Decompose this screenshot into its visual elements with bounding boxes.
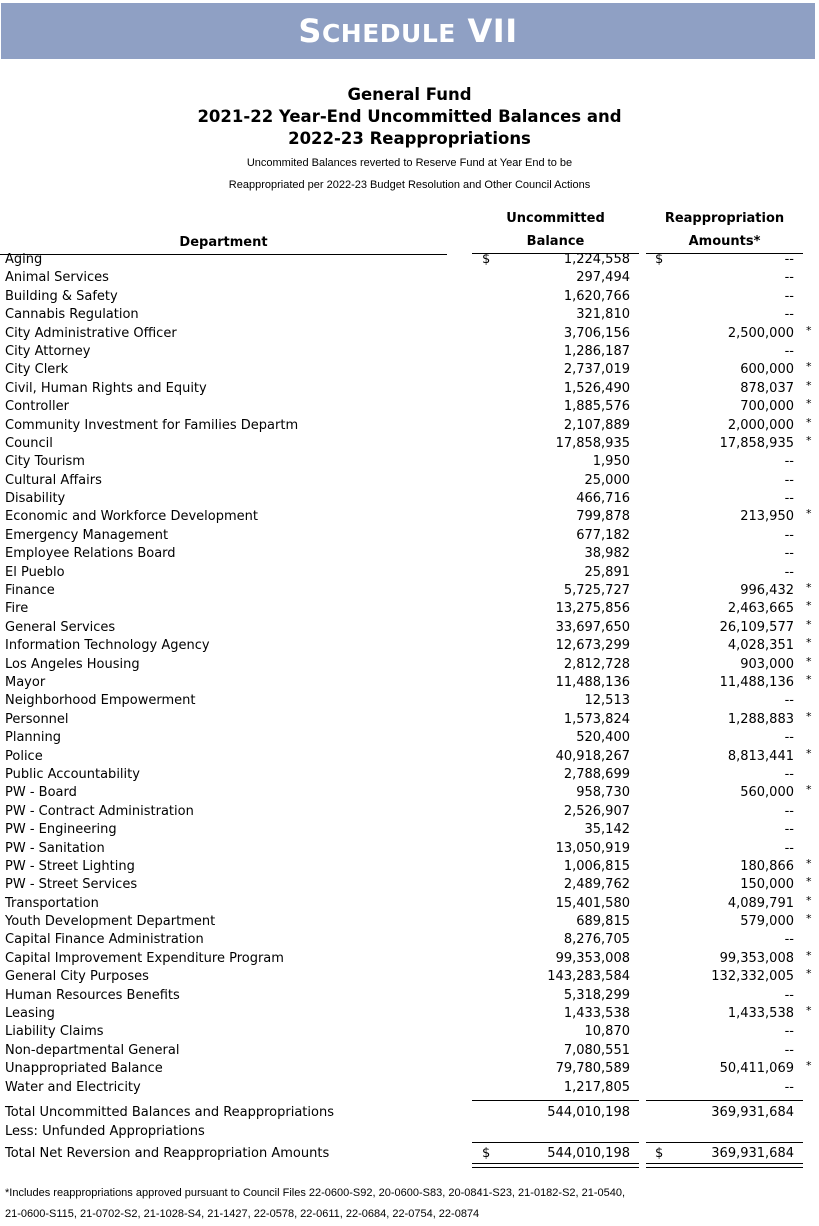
- reapp-header-line2: Amounts*: [688, 234, 761, 249]
- department-name: General City Purposes: [5, 969, 149, 985]
- uncommitted-balance: 1,433,538: [563, 1006, 630, 1022]
- table-row: [0, 858, 819, 876]
- reappropriation-amount: 700,000: [740, 399, 794, 415]
- table-row: [0, 508, 819, 526]
- department-name: Capital Improvement Expenditure Program: [5, 950, 284, 966]
- uncommitted-balance: 1,620,766: [563, 288, 630, 304]
- reappropriation-amount: --: [784, 987, 794, 1003]
- double-rule-reapp: [646, 1163, 803, 1168]
- reappropriation-amount: 579,000: [740, 914, 794, 930]
- table-row: [0, 325, 819, 343]
- department-name: Leasing: [5, 1006, 55, 1022]
- table-row: [0, 950, 819, 968]
- department-name: Unappropriated Balance: [5, 1061, 163, 1077]
- net-reapp-currency: $: [655, 1146, 664, 1161]
- table-row: [0, 564, 819, 582]
- table-row: [0, 582, 819, 600]
- department-name: General Services: [5, 619, 116, 635]
- uncommitted-balance: 1,950: [592, 454, 630, 470]
- uncommitted-balance: 99,353,008: [555, 950, 630, 966]
- department-name: Capital Finance Administration: [5, 932, 204, 948]
- reappropriation-amount: --: [784, 840, 794, 856]
- uncommitted-balance: 11,488,136: [555, 674, 630, 690]
- table-row: [0, 343, 819, 361]
- uncommitted-balance: 5,318,299: [563, 987, 630, 1003]
- reappropriation-amount: --: [784, 270, 794, 286]
- reappropriation-amount: 17,858,935: [719, 435, 794, 451]
- department-name: City Attorney: [5, 343, 91, 359]
- table-row: [0, 306, 819, 324]
- uncommitted-balance: 2,489,762: [563, 877, 630, 893]
- reappropriation-amount: 150,000: [740, 877, 794, 893]
- uncommitted-balance: 466,716: [576, 491, 630, 507]
- reappropriation-amount: 996,432: [740, 583, 794, 599]
- reappropriation-amount: --: [784, 307, 794, 323]
- uncommitted-balance: 689,815: [576, 914, 630, 930]
- reappropriation-amount: 1,433,538: [727, 1006, 794, 1022]
- footnote-marker: *: [806, 672, 812, 686]
- uncommitted-balance: 25,000: [584, 472, 630, 488]
- footnote: [5, 1183, 625, 1225]
- department-name: Council: [5, 435, 53, 451]
- uncommitted-balance: 2,526,907: [563, 803, 630, 819]
- department-name: Fire: [5, 601, 29, 617]
- net-total-balance: 544,010,198: [547, 1146, 630, 1161]
- department-name: Building & Safety: [5, 288, 118, 304]
- balance-currency: $: [482, 252, 491, 267]
- department-name: Personnel: [5, 711, 69, 727]
- reappropriation-amount: --: [784, 252, 794, 267]
- department-name: El Pueblo: [5, 564, 65, 580]
- table-row: [0, 619, 819, 637]
- footnote-marker: *: [806, 709, 812, 723]
- department-name: Disability: [5, 491, 66, 507]
- table-row: [0, 803, 819, 821]
- uncommitted-balance: 677,182: [576, 527, 630, 543]
- reappropriation-amount: 26,109,577: [719, 619, 794, 635]
- uncommitted-balance: 520,400: [576, 730, 630, 746]
- subtotal-rule-balance: [472, 1100, 639, 1101]
- reappropriation-amount: 213,950: [740, 509, 794, 525]
- net-balance-currency: $: [482, 1146, 491, 1161]
- table-row: [0, 398, 819, 416]
- table-row: [0, 968, 819, 986]
- net-rule-reapp: [646, 1142, 803, 1143]
- report-title-line2: 2022-23 Reappropriations: [288, 129, 531, 148]
- reappropriation-amount: 11,488,136: [719, 674, 794, 690]
- reapp-currency: $: [655, 252, 664, 267]
- uncommitted-balance: 2,737,019: [563, 362, 630, 378]
- footnote-marker: *: [806, 636, 812, 650]
- department-name: Civil, Human Rights and Equity: [5, 380, 207, 396]
- uncommitted-balance: 12,673,299: [555, 638, 630, 654]
- less-row: [0, 1123, 819, 1141]
- footnote-marker: *: [806, 783, 812, 797]
- uncommitted-balance: 1,286,187: [563, 343, 630, 359]
- table-row: [0, 656, 819, 674]
- table-row: [0, 876, 819, 894]
- table-row: [0, 490, 819, 508]
- department-name: Human Resources Benefits: [5, 987, 180, 1003]
- department-name: Mayor: [5, 674, 46, 690]
- net-total-reappropriation: 369,931,684: [711, 1146, 794, 1161]
- footnote-marker: *: [806, 893, 812, 907]
- department-name: PW - Street Lighting: [5, 858, 135, 874]
- uncommitted-balance: 143,283,584: [547, 969, 630, 985]
- footnote-marker: *: [806, 1004, 812, 1018]
- table-row: [0, 913, 819, 931]
- department-name: Controller: [5, 399, 69, 415]
- uncommitted-balance: 17,858,935: [555, 435, 630, 451]
- footnote-marker: *: [806, 1059, 812, 1073]
- uncommitted-balance: 13,275,856: [555, 601, 630, 617]
- reappropriation-amount: --: [784, 803, 794, 819]
- footnote-marker: *: [806, 415, 812, 429]
- table-row: [0, 637, 819, 655]
- department-name: Emergency Management: [5, 527, 169, 543]
- footnote-marker: *: [806, 360, 812, 374]
- table-row: [0, 748, 819, 766]
- footnote-marker: *: [806, 378, 812, 392]
- uncommitted-balance: 297,494: [576, 270, 630, 286]
- footnote-marker: *: [806, 323, 812, 337]
- footnote-marker: *: [806, 746, 812, 760]
- uncommitted-balance: 2,812,728: [563, 656, 630, 672]
- table-row: [0, 1042, 819, 1060]
- uncommitted-balance: 7,080,551: [563, 1042, 630, 1058]
- uncommitted-balance: 79,780,589: [555, 1061, 630, 1077]
- footnote-line2: 21-0600-S115, 21-0702-S2, 21-1028-S4, 21-1427, 22-0578, 22-0611, 22-0684, 22-0754, 22-0874: [5, 1208, 480, 1220]
- footnote-marker: *: [806, 599, 812, 613]
- reappropriation-amount: --: [784, 564, 794, 580]
- balance-header-line2: Balance: [526, 234, 585, 249]
- uncommitted-balance: 1,217,805: [563, 1079, 630, 1095]
- table-row: [0, 453, 819, 471]
- reappropriation-amount: 2,463,665: [727, 601, 794, 617]
- department-name: Transportation: [5, 895, 99, 911]
- reappropriation-amount: --: [784, 1024, 794, 1040]
- uncommitted-balance: 2,107,889: [563, 417, 630, 433]
- footnote-marker: *: [806, 654, 812, 668]
- table-row: [0, 895, 819, 913]
- department-name: Information Technology Agency: [5, 638, 210, 654]
- reappropriation-amount: 560,000: [740, 785, 794, 801]
- uncommitted-balance: 3,706,156: [563, 325, 630, 341]
- department-name: Cultural Affairs: [5, 472, 102, 488]
- reappropriation-amount: 4,028,351: [727, 638, 794, 654]
- uncommitted-balance: 321,810: [576, 307, 630, 323]
- table-row: [0, 527, 819, 545]
- reappropriation-amount: 50,411,069: [719, 1061, 794, 1077]
- department-name: Planning: [5, 730, 61, 746]
- footnote-marker: *: [806, 397, 812, 411]
- uncommitted-balance: 10,870: [584, 1024, 630, 1040]
- table-row: [0, 1079, 819, 1097]
- table-row: [0, 692, 819, 710]
- table-row: [0, 472, 819, 490]
- uncommitted-balance: 1,006,815: [563, 858, 630, 874]
- uncommitted-balance: 25,891: [584, 564, 630, 580]
- uncommitted-balance: 1,224,558: [563, 252, 630, 267]
- department-name: Liability Claims: [5, 1024, 104, 1040]
- table-row: [0, 1005, 819, 1023]
- table-row: [0, 288, 819, 306]
- table-row: [0, 361, 819, 379]
- uncommitted-balance: 1,526,490: [563, 380, 630, 396]
- document-titles: [0, 84, 819, 196]
- reappropriation-amount: 99,353,008: [719, 950, 794, 966]
- uncommitted-balance: 1,573,824: [563, 711, 630, 727]
- reappropriation-amount: 600,000: [740, 362, 794, 378]
- subtotal-rule-reapp: [646, 1100, 803, 1101]
- footnote-marker: *: [806, 967, 812, 981]
- uncommitted-balance: 40,918,267: [555, 748, 630, 764]
- less-label: Less: Unfunded Appropriations: [5, 1124, 205, 1139]
- total-balance: 544,010,198: [547, 1105, 630, 1120]
- department-name: Los Angeles Housing: [5, 656, 140, 672]
- department-name: Police: [5, 748, 43, 764]
- total-row: [0, 1104, 819, 1122]
- uncommitted-balance: 33,697,650: [555, 619, 630, 635]
- reappropriation-amount: 8,813,441: [727, 748, 794, 764]
- reappropriation-amount: 903,000: [740, 656, 794, 672]
- table-row: [0, 1023, 819, 1041]
- table-row: [0, 784, 819, 802]
- department-name: Water and Electricity: [5, 1079, 141, 1095]
- table-row: [0, 600, 819, 618]
- reappropriation-amount: --: [784, 766, 794, 782]
- footnote-marker: *: [806, 581, 812, 595]
- table-row: [0, 729, 819, 747]
- table-row: [0, 435, 819, 453]
- reappropriation-amount: --: [784, 288, 794, 304]
- schedule-banner: [1, 3, 815, 59]
- column-header-reappropriation: [646, 207, 803, 254]
- table-row: [0, 1060, 819, 1078]
- footnote-marker: *: [806, 617, 812, 631]
- department-name: Neighborhood Empowerment: [5, 693, 196, 709]
- double-rule-balance: [472, 1163, 639, 1168]
- department-name: PW - Board: [5, 785, 77, 801]
- uncommitted-balance: 15,401,580: [555, 895, 630, 911]
- department-name: PW - Contract Administration: [5, 803, 194, 819]
- uncommitted-balance: 958,730: [576, 785, 630, 801]
- uncommitted-balance: 799,878: [576, 509, 630, 525]
- reappropriation-amount: --: [784, 1042, 794, 1058]
- table-row: [0, 931, 819, 949]
- footnote-marker: *: [806, 948, 812, 962]
- reappropriation-amount: 180,866: [740, 858, 794, 874]
- table-row: [0, 987, 819, 1005]
- table-row: [0, 251, 819, 269]
- net-total-label: Total Net Reversion and Reappropriation Amounts: [5, 1146, 330, 1161]
- title-number: VII: [467, 12, 518, 50]
- uncommitted-balance: 1,885,576: [563, 399, 630, 415]
- department-name: Public Accountability: [5, 766, 140, 782]
- title-first-letter: S: [298, 12, 322, 50]
- department-name: Finance: [5, 583, 55, 599]
- reappropriation-amount: --: [784, 730, 794, 746]
- department-name: PW - Sanitation: [5, 840, 105, 856]
- fund-title: General Fund: [347, 85, 472, 104]
- column-header-department: Department: [0, 231, 447, 255]
- reappropriation-amount: --: [784, 822, 794, 838]
- table-row: [0, 545, 819, 563]
- table-row: [0, 711, 819, 729]
- uncommitted-balance: 2,788,699: [563, 766, 630, 782]
- department-name: Cannabis Regulation: [5, 307, 139, 323]
- reappropriation-amount: --: [784, 527, 794, 543]
- balance-header-line1: Uncommitted: [506, 211, 605, 226]
- subtitle-line1: Uncommited Balances reverted to Reserve Fund at Year End to be: [246, 157, 573, 169]
- report-title-line1: 2021-22 Year-End Uncommitted Balances and: [197, 107, 622, 126]
- table-row: [0, 840, 819, 858]
- footnote-marker: *: [806, 433, 812, 447]
- reappropriation-amount: --: [784, 343, 794, 359]
- footnote-marker: *: [806, 856, 812, 870]
- department-table-body: [0, 251, 819, 1097]
- footnote-marker: *: [806, 507, 812, 521]
- department-name: City Clerk: [5, 362, 69, 378]
- department-name: PW - Street Services: [5, 877, 138, 893]
- table-row: [0, 417, 819, 435]
- footnote-marker: *: [806, 875, 812, 889]
- department-name: PW - Engineering: [5, 822, 117, 838]
- reappropriation-amount: 2,000,000: [727, 417, 794, 433]
- table-row: [0, 269, 819, 287]
- department-name: Economic and Workforce Development: [5, 509, 258, 525]
- reappropriation-amount: 1,288,883: [727, 711, 794, 727]
- reappropriation-amount: 4,089,791: [727, 895, 794, 911]
- reapp-header-line1: Reappropriation: [664, 211, 785, 226]
- department-name: Employee Relations Board: [5, 546, 176, 562]
- reappropriation-amount: 2,500,000: [727, 325, 794, 341]
- table-row: [0, 821, 819, 839]
- uncommitted-balance: 38,982: [584, 546, 630, 562]
- net-rule-balance: [472, 1142, 639, 1143]
- reappropriation-amount: 132,332,005: [711, 969, 794, 985]
- reappropriation-amount: --: [784, 454, 794, 470]
- reappropriation-amount: --: [784, 472, 794, 488]
- table-row: [0, 674, 819, 692]
- title-rest: CHEDULE: [321, 19, 456, 48]
- table-row: [0, 766, 819, 784]
- uncommitted-balance: 5,725,727: [563, 583, 630, 599]
- footnote-line1: *Includes reappropriations approved pursuant to Council Files 22-0600-S92, 20-0600-S83, 20-0841-S23, 21-0182-S2, 21-0540,: [5, 1187, 626, 1199]
- reappropriation-amount: --: [784, 1079, 794, 1095]
- uncommitted-balance: 13,050,919: [555, 840, 630, 856]
- schedule-title: [298, 12, 517, 50]
- reappropriation-amount: --: [784, 932, 794, 948]
- reappropriation-amount: 878,037: [740, 380, 794, 396]
- net-total-row: [0, 1145, 819, 1163]
- department-name: Community Investment for Families Departm: [5, 417, 299, 433]
- department-name: Animal Services: [5, 270, 109, 286]
- uncommitted-balance: 12,513: [584, 693, 630, 709]
- total-reappropriation: 369,931,684: [711, 1105, 794, 1120]
- department-name: City Tourism: [5, 454, 85, 470]
- reappropriation-amount: --: [784, 693, 794, 709]
- total-label: Total Uncommitted Balances and Reappropriations: [5, 1105, 334, 1120]
- department-name: Youth Development Department: [5, 914, 216, 930]
- uncommitted-balance: 35,142: [584, 822, 630, 838]
- subtitle-line2: Reappropriated per 2022-23 Budget Resolution and Other Council Actions: [228, 179, 591, 191]
- department-name: Aging: [5, 252, 43, 267]
- department-name: Non-departmental General: [5, 1042, 180, 1058]
- reappropriation-amount: --: [784, 491, 794, 507]
- table-row: [0, 380, 819, 398]
- column-header-balance: [472, 207, 639, 254]
- footnote-marker: *: [806, 912, 812, 926]
- uncommitted-balance: 8,276,705: [563, 932, 630, 948]
- department-name: City Administrative Officer: [5, 325, 177, 341]
- reappropriation-amount: --: [784, 546, 794, 562]
